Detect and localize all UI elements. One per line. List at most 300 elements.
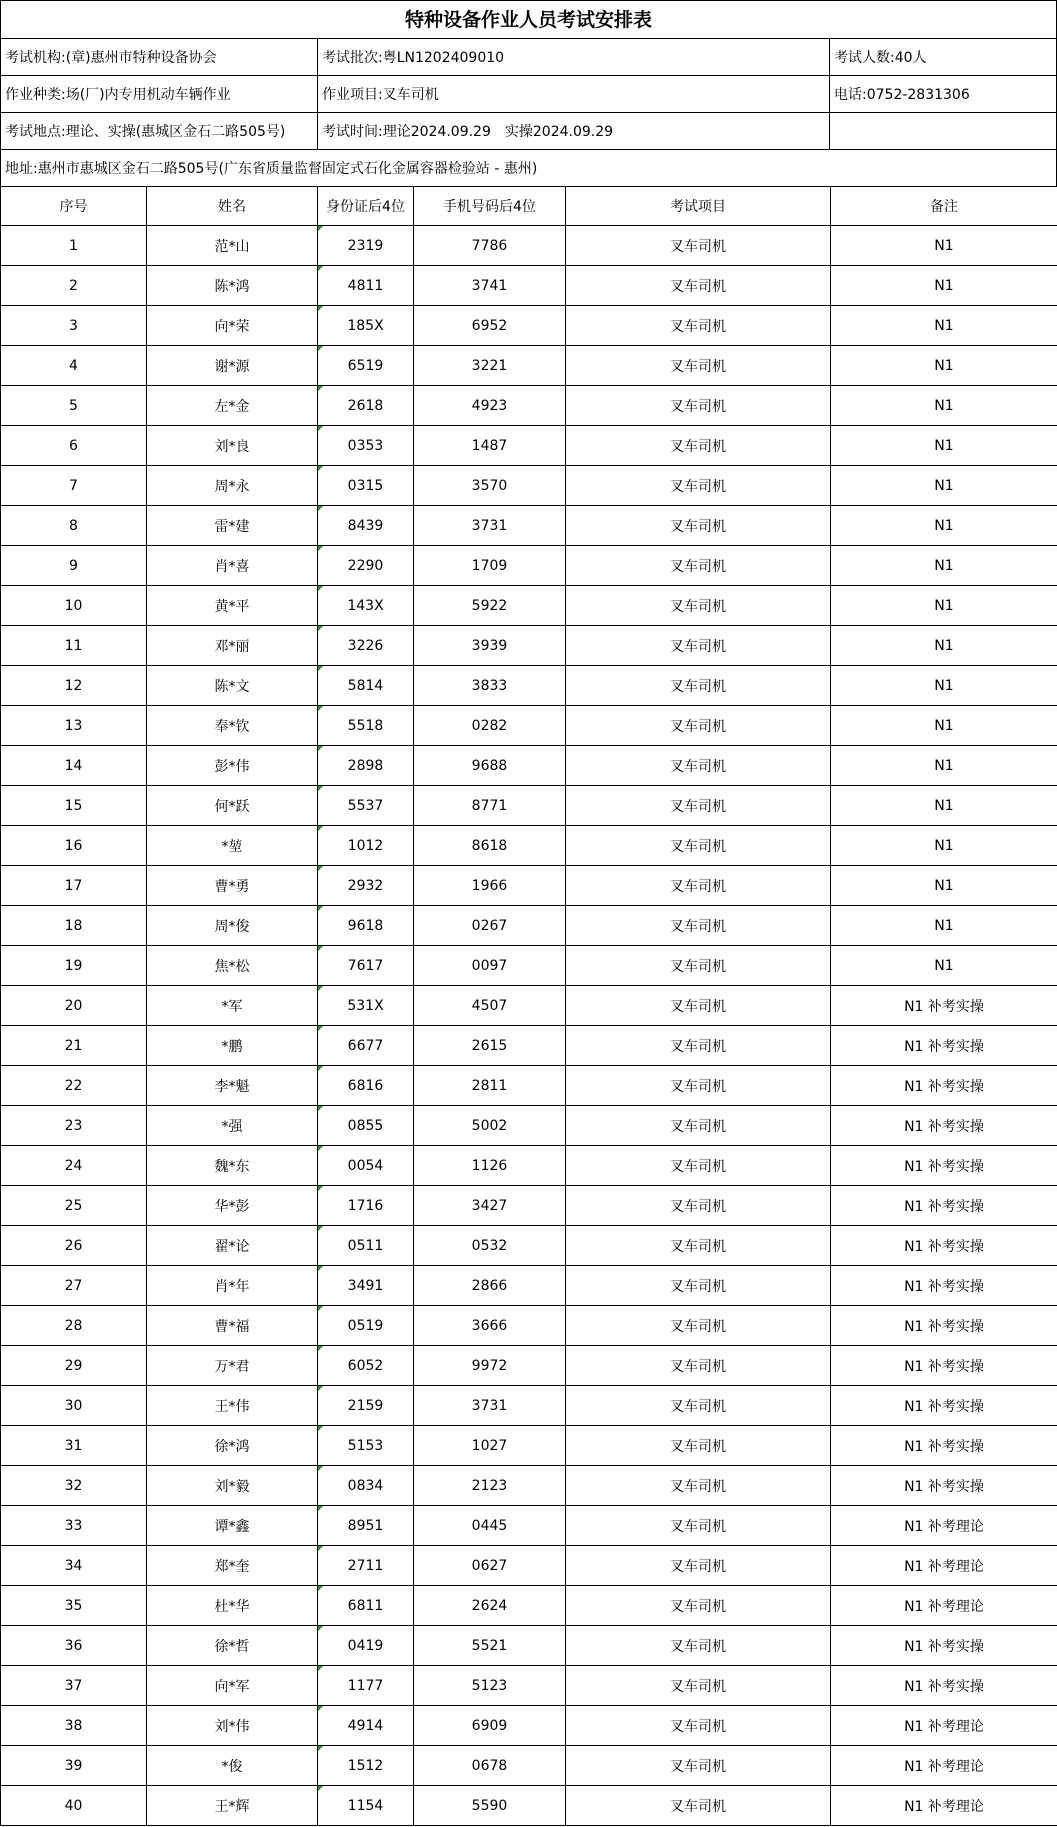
header-exam-item: 考试项目: [566, 187, 831, 226]
cell-index: 2: [1, 266, 147, 306]
header-id-last4: 身份证后4位: [318, 187, 414, 226]
cell-remark: N1 补考实操: [831, 1026, 1057, 1066]
table-row: [1, 1546, 1057, 1586]
cell-exam-item: 叉车司机: [566, 1586, 831, 1626]
table-header-row: [1, 187, 1057, 226]
cell-remark: N1 补考理论: [831, 1546, 1057, 1586]
cell-index: 35: [1, 1586, 147, 1626]
cell-id-last4: 5814: [318, 666, 414, 706]
cell-id-last4: 0315: [318, 466, 414, 506]
cell-exam-item: 叉车司机: [566, 1106, 831, 1146]
cell-id-last4: 143X: [318, 586, 414, 626]
cell-id-last4: 9618: [318, 906, 414, 946]
page-title: 特种设备作业人员考试安排表: [0, 0, 1057, 38]
cell-index: 3: [1, 306, 147, 346]
cell-remark: N1 补考实操: [831, 1186, 1057, 1226]
cell-phone-last4: 5590: [414, 1786, 566, 1826]
cell-phone-last4: 1126: [414, 1146, 566, 1186]
cell-exam-item: 叉车司机: [566, 746, 831, 786]
cell-index: 36: [1, 1626, 147, 1666]
cell-remark: N1: [831, 946, 1057, 986]
cell-name: 奉*钦: [147, 706, 318, 746]
table-row: [1, 426, 1057, 466]
cell-id-last4: 0519: [318, 1306, 414, 1346]
cell-phone-last4: 0445: [414, 1506, 566, 1546]
cell-id-last4: 0855: [318, 1106, 414, 1146]
table-row: [1, 546, 1057, 586]
cell-remark: N1: [831, 546, 1057, 586]
cell-index: 6: [1, 426, 147, 466]
cell-remark: N1: [831, 266, 1057, 306]
table-row: [1, 706, 1057, 746]
cell-remark: N1 补考理论: [831, 1586, 1057, 1626]
cell-remark: N1: [831, 626, 1057, 666]
cell-id-last4: 531X: [318, 986, 414, 1026]
cell-phone-last4: 6909: [414, 1706, 566, 1746]
cell-phone-last4: 4923: [414, 386, 566, 426]
cell-index: 4: [1, 346, 147, 386]
cell-name: 雷*建: [147, 506, 318, 546]
cell-remark: N1: [831, 586, 1057, 626]
info-row-4: [0, 149, 1057, 186]
cell-remark: N1: [831, 906, 1057, 946]
cell-name: 万*君: [147, 1346, 318, 1386]
table-row: [1, 1186, 1057, 1226]
cell-phone-last4: 1966: [414, 866, 566, 906]
cell-id-last4: 2618: [318, 386, 414, 426]
cell-index: 19: [1, 946, 147, 986]
cell-name: 翟*论: [147, 1226, 318, 1266]
cell-remark: N1: [831, 306, 1057, 346]
cell-phone-last4: 3939: [414, 626, 566, 666]
cell-exam-item: 叉车司机: [566, 666, 831, 706]
table-row: [1, 1026, 1057, 1066]
table-row: [1, 266, 1057, 306]
info-row-3: [0, 112, 1057, 149]
cell-phone-last4: 6952: [414, 306, 566, 346]
cell-index: 8: [1, 506, 147, 546]
cell-exam-item: 叉车司机: [566, 426, 831, 466]
cell-remark: N1: [831, 746, 1057, 786]
cell-name: 焦*松: [147, 946, 318, 986]
table-row: [1, 1786, 1057, 1826]
exam-org: 考试机构:(章)惠州市特种设备协会: [1, 39, 318, 75]
table-row: [1, 1426, 1057, 1466]
cell-exam-item: 叉车司机: [566, 826, 831, 866]
cell-phone-last4: 2624: [414, 1586, 566, 1626]
cell-phone-last4: 3427: [414, 1186, 566, 1226]
cell-id-last4: 1154: [318, 1786, 414, 1826]
cell-remark: N1 补考实操: [831, 1386, 1057, 1426]
cell-index: 39: [1, 1746, 147, 1786]
cell-remark: N1 补考实操: [831, 1226, 1057, 1266]
header-remark: 备注: [831, 187, 1057, 226]
cell-exam-item: 叉车司机: [566, 1306, 831, 1346]
cell-remark: N1: [831, 866, 1057, 906]
cell-phone-last4: 5002: [414, 1106, 566, 1146]
cell-id-last4: 1177: [318, 1666, 414, 1706]
cell-name: 王*辉: [147, 1786, 318, 1826]
table-row: [1, 506, 1057, 546]
table-row: [1, 1466, 1057, 1506]
cell-index: 26: [1, 1226, 147, 1266]
cell-name: *军: [147, 986, 318, 1026]
cell-exam-item: 叉车司机: [566, 1746, 831, 1786]
cell-remark: N1 补考理论: [831, 1506, 1057, 1546]
cell-phone-last4: 9972: [414, 1346, 566, 1386]
cell-index: 29: [1, 1346, 147, 1386]
cell-remark: N1 补考实操: [831, 1626, 1057, 1666]
cell-exam-item: 叉车司机: [566, 946, 831, 986]
cell-remark: N1 补考实操: [831, 986, 1057, 1026]
cell-index: 24: [1, 1146, 147, 1186]
table-row: [1, 906, 1057, 946]
cell-index: 1: [1, 226, 147, 266]
cell-exam-item: 叉车司机: [566, 306, 831, 346]
cell-name: 谭*鑫: [147, 1506, 318, 1546]
cell-exam-item: 叉车司机: [566, 226, 831, 266]
cell-id-last4: 3226: [318, 626, 414, 666]
cell-exam-item: 叉车司机: [566, 706, 831, 746]
cell-index: 38: [1, 1706, 147, 1746]
cell-id-last4: 8951: [318, 1506, 414, 1546]
table-body: [1, 226, 1057, 1826]
cell-name: 左*金: [147, 386, 318, 426]
cell-name: 杜*华: [147, 1586, 318, 1626]
cell-name: 何*跃: [147, 786, 318, 826]
cell-exam-item: 叉车司机: [566, 466, 831, 506]
cell-id-last4: 2159: [318, 1386, 414, 1426]
exam-batch: 考试批次:粤LN1202409010: [318, 39, 830, 75]
cell-id-last4: 2290: [318, 546, 414, 586]
cell-remark: N1: [831, 666, 1057, 706]
cell-exam-item: 叉车司机: [566, 906, 831, 946]
cell-index: 22: [1, 1066, 147, 1106]
cell-exam-item: 叉车司机: [566, 986, 831, 1026]
cell-id-last4: 2319: [318, 226, 414, 266]
cell-phone-last4: 0678: [414, 1746, 566, 1786]
cell-exam-item: 叉车司机: [566, 1426, 831, 1466]
table-row: [1, 1386, 1057, 1426]
table-row: [1, 946, 1057, 986]
cell-phone-last4: 0267: [414, 906, 566, 946]
cell-name: 陈*文: [147, 666, 318, 706]
work-type: 作业种类:场(厂)内专用机动车辆作业: [1, 76, 318, 112]
cell-phone-last4: 2866: [414, 1266, 566, 1306]
cell-phone-last4: 2615: [414, 1026, 566, 1066]
cell-index: 15: [1, 786, 147, 826]
cell-id-last4: 6816: [318, 1066, 414, 1106]
table-row: [1, 1666, 1057, 1706]
cell-exam-item: 叉车司机: [566, 1386, 831, 1426]
cell-name: 谢*源: [147, 346, 318, 386]
cell-phone-last4: 3741: [414, 266, 566, 306]
cell-index: 32: [1, 1466, 147, 1506]
cell-id-last4: 2898: [318, 746, 414, 786]
cell-remark: N1: [831, 786, 1057, 826]
table-row: [1, 666, 1057, 706]
cell-index: 28: [1, 1306, 147, 1346]
cell-remark: N1: [831, 466, 1057, 506]
cell-id-last4: 6052: [318, 1346, 414, 1386]
cell-remark: N1 补考实操: [831, 1146, 1057, 1186]
cell-exam-item: 叉车司机: [566, 1546, 831, 1586]
cell-name: 周*俊: [147, 906, 318, 946]
cell-exam-item: 叉车司机: [566, 626, 831, 666]
cell-exam-item: 叉车司机: [566, 266, 831, 306]
table-row: [1, 1226, 1057, 1266]
cell-index: 31: [1, 1426, 147, 1466]
cell-remark: N1: [831, 826, 1057, 866]
cell-exam-item: 叉车司机: [566, 1066, 831, 1106]
cell-exam-item: 叉车司机: [566, 586, 831, 626]
cell-exam-item: 叉车司机: [566, 1626, 831, 1666]
cell-exam-item: 叉车司机: [566, 1226, 831, 1266]
cell-remark: N1: [831, 386, 1057, 426]
cell-name: 陈*鸿: [147, 266, 318, 306]
cell-index: 23: [1, 1106, 147, 1146]
table-row: [1, 466, 1057, 506]
cell-exam-item: 叉车司机: [566, 1506, 831, 1546]
cell-name: 黄*平: [147, 586, 318, 626]
cell-name: 魏*东: [147, 1146, 318, 1186]
exam-place: 考试地点:理论、实操(惠城区金石二路505号): [1, 113, 318, 149]
info-row-2: [0, 75, 1057, 112]
cell-id-last4: 6519: [318, 346, 414, 386]
cell-remark: N1 补考实操: [831, 1266, 1057, 1306]
cell-remark: N1: [831, 506, 1057, 546]
table-row: [1, 1346, 1057, 1386]
table-row: [1, 986, 1057, 1026]
cell-phone-last4: 3666: [414, 1306, 566, 1346]
cell-index: 16: [1, 826, 147, 866]
cell-exam-item: 叉车司机: [566, 506, 831, 546]
cell-exam-item: 叉车司机: [566, 1786, 831, 1826]
table-row: [1, 1266, 1057, 1306]
cell-id-last4: 0353: [318, 426, 414, 466]
cell-phone-last4: 1027: [414, 1426, 566, 1466]
cell-id-last4: 1012: [318, 826, 414, 866]
cell-name: 邓*丽: [147, 626, 318, 666]
table-row: [1, 226, 1057, 266]
cell-remark: N1: [831, 226, 1057, 266]
cell-name: 华*彭: [147, 1186, 318, 1226]
cell-id-last4: 0511: [318, 1226, 414, 1266]
cell-name: 曹*勇: [147, 866, 318, 906]
cell-name: 郑*奎: [147, 1546, 318, 1586]
cell-name: 李*魁: [147, 1066, 318, 1106]
cell-id-last4: 5537: [318, 786, 414, 826]
cell-id-last4: 3491: [318, 1266, 414, 1306]
cell-remark: N1 补考实操: [831, 1666, 1057, 1706]
cell-id-last4: 5518: [318, 706, 414, 746]
cell-phone-last4: 3731: [414, 1386, 566, 1426]
cell-id-last4: 7617: [318, 946, 414, 986]
cell-exam-item: 叉车司机: [566, 786, 831, 826]
candidate-table: [0, 186, 1057, 1826]
table-row: [1, 1066, 1057, 1106]
cell-name: 王*伟: [147, 1386, 318, 1426]
cell-exam-item: 叉车司机: [566, 546, 831, 586]
cell-id-last4: 4914: [318, 1706, 414, 1746]
cell-phone-last4: 0627: [414, 1546, 566, 1586]
cell-phone-last4: 8771: [414, 786, 566, 826]
cell-remark: N1 补考实操: [831, 1306, 1057, 1346]
cell-index: 9: [1, 546, 147, 586]
cell-exam-item: 叉车司机: [566, 1466, 831, 1506]
cell-name: 范*山: [147, 226, 318, 266]
cell-phone-last4: 3731: [414, 506, 566, 546]
cell-id-last4: 185X: [318, 306, 414, 346]
cell-name: 彭*伟: [147, 746, 318, 786]
cell-name: 刘*毅: [147, 1466, 318, 1506]
table-row: [1, 1106, 1057, 1146]
cell-exam-item: 叉车司机: [566, 386, 831, 426]
header-name: 姓名: [147, 187, 318, 226]
cell-remark: N1 补考实操: [831, 1466, 1057, 1506]
cell-id-last4: 4811: [318, 266, 414, 306]
cell-index: 20: [1, 986, 147, 1026]
cell-remark: N1 补考理论: [831, 1746, 1057, 1786]
table-row: [1, 1146, 1057, 1186]
table-row: [1, 586, 1057, 626]
cell-exam-item: 叉车司机: [566, 1706, 831, 1746]
cell-index: 7: [1, 466, 147, 506]
cell-id-last4: 2932: [318, 866, 414, 906]
cell-phone-last4: 0532: [414, 1226, 566, 1266]
cell-exam-item: 叉车司机: [566, 1146, 831, 1186]
cell-id-last4: 1512: [318, 1746, 414, 1786]
cell-name: *俊: [147, 1746, 318, 1786]
cell-phone-last4: 5123: [414, 1666, 566, 1706]
cell-remark: N1 补考理论: [831, 1786, 1057, 1826]
table-row: [1, 1746, 1057, 1786]
cell-id-last4: 0419: [318, 1626, 414, 1666]
exam-time: 考试时间:理论2024.09.29 实操2024.09.29: [318, 113, 830, 149]
cell-id-last4: 5153: [318, 1426, 414, 1466]
table-row: [1, 866, 1057, 906]
cell-remark: N1 补考理论: [831, 1706, 1057, 1746]
cell-phone-last4: 4507: [414, 986, 566, 1026]
cell-phone-last4: 3570: [414, 466, 566, 506]
cell-name: 周*永: [147, 466, 318, 506]
table-row: [1, 1626, 1057, 1666]
cell-id-last4: 8439: [318, 506, 414, 546]
cell-exam-item: 叉车司机: [566, 1666, 831, 1706]
cell-index: 25: [1, 1186, 147, 1226]
table-row: [1, 786, 1057, 826]
cell-phone-last4: 0282: [414, 706, 566, 746]
cell-phone-last4: 0097: [414, 946, 566, 986]
cell-remark: N1 补考实操: [831, 1106, 1057, 1146]
cell-name: 刘*良: [147, 426, 318, 466]
cell-name: 肖*喜: [147, 546, 318, 586]
cell-index: 10: [1, 586, 147, 626]
blank-cell: [830, 113, 1056, 149]
table-row: [1, 826, 1057, 866]
cell-index: 40: [1, 1786, 147, 1826]
cell-index: 11: [1, 626, 147, 666]
cell-index: 13: [1, 706, 147, 746]
cell-exam-item: 叉车司机: [566, 1346, 831, 1386]
table-row: [1, 746, 1057, 786]
cell-phone-last4: 5521: [414, 1626, 566, 1666]
cell-remark: N1: [831, 706, 1057, 746]
info-row-1: [0, 38, 1057, 75]
cell-remark: N1 补考实操: [831, 1426, 1057, 1466]
cell-name: 曹*福: [147, 1306, 318, 1346]
cell-index: 33: [1, 1506, 147, 1546]
cell-exam-item: 叉车司机: [566, 1026, 831, 1066]
table-row: [1, 1306, 1057, 1346]
cell-index: 14: [1, 746, 147, 786]
cell-exam-item: 叉车司机: [566, 866, 831, 906]
cell-phone-last4: 8618: [414, 826, 566, 866]
cell-index: 5: [1, 386, 147, 426]
cell-name: 向*荣: [147, 306, 318, 346]
cell-phone-last4: 3221: [414, 346, 566, 386]
cell-phone-last4: 9688: [414, 746, 566, 786]
cell-index: 34: [1, 1546, 147, 1586]
cell-name: *堃: [147, 826, 318, 866]
cell-id-last4: 0834: [318, 1466, 414, 1506]
cell-name: *强: [147, 1106, 318, 1146]
cell-id-last4: 6811: [318, 1586, 414, 1626]
exam-count: 考试人数:40人: [834, 50, 927, 66]
cell-phone-last4: 1709: [414, 546, 566, 586]
cell-name: 刘*伟: [147, 1706, 318, 1746]
cell-remark: N1: [831, 346, 1057, 386]
table-row: [1, 1706, 1057, 1746]
cell-phone-last4: 3833: [414, 666, 566, 706]
cell-index: 17: [1, 866, 147, 906]
table-row: [1, 1586, 1057, 1626]
header-index: 序号: [1, 187, 147, 226]
cell-remark: N1: [831, 426, 1057, 466]
cell-remark: N1 补考实操: [831, 1346, 1057, 1386]
cell-id-last4: 0054: [318, 1146, 414, 1186]
cell-id-last4: 1716: [318, 1186, 414, 1226]
cell-index: 30: [1, 1386, 147, 1426]
cell-exam-item: 叉车司机: [566, 1186, 831, 1226]
work-item: 作业项目:叉车司机: [318, 76, 830, 112]
cell-index: 37: [1, 1666, 147, 1706]
cell-id-last4: 2711: [318, 1546, 414, 1586]
table-row: [1, 386, 1057, 426]
cell-phone-last4: 1487: [414, 426, 566, 466]
table-row: [1, 626, 1057, 666]
cell-name: 徐*鸿: [147, 1426, 318, 1466]
exam-address: 地址:惠州市惠城区金石二路505号(广东省质量监督固定式石化金属容器检验站 - 惠州): [5, 161, 538, 177]
table-row: [1, 1506, 1057, 1546]
cell-id-last4: 6677: [318, 1026, 414, 1066]
cell-exam-item: 叉车司机: [566, 1266, 831, 1306]
contact-phone: 电话:0752-2831306: [834, 87, 970, 103]
cell-index: 12: [1, 666, 147, 706]
cell-index: 21: [1, 1026, 147, 1066]
cell-index: 18: [1, 906, 147, 946]
cell-phone-last4: 5922: [414, 586, 566, 626]
table-row: [1, 306, 1057, 346]
cell-phone-last4: 7786: [414, 226, 566, 266]
table-row: [1, 346, 1057, 386]
cell-name: *鹏: [147, 1026, 318, 1066]
cell-phone-last4: 2811: [414, 1066, 566, 1106]
cell-name: 肖*年: [147, 1266, 318, 1306]
cell-index: 27: [1, 1266, 147, 1306]
cell-name: 徐*哲: [147, 1626, 318, 1666]
cell-exam-item: 叉车司机: [566, 346, 831, 386]
